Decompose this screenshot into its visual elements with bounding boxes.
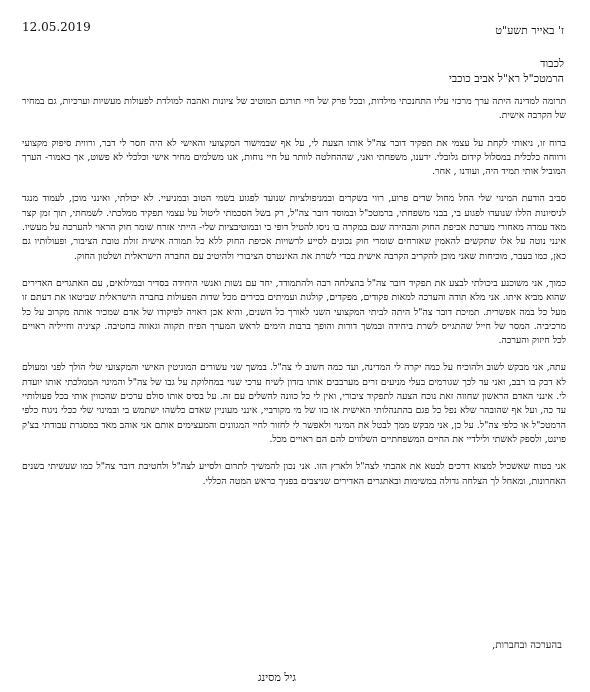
letter-date: 12.05.2019 <box>22 20 91 34</box>
paragraph-3: סביב הודעת המינוי שלי החל מחול שדים פרוע, רווי בשקרים ובמניפולציות שנועד לפגוע בשמי הטוב ובמניעיי. לא יכולתי, ואינני מוכן, לעמוד מנגד לניסיונות הללו שנועדו לפגוע בי, בבני משפחתי, ברמטכ"ל ובמוסד דובר צה"ל, רק בשל הסכמתי ליטול על עצמי תפקיד ממלכתי. לשמחתי, תוך זמן קצר מאד עמדה מאחורי מערכת אכיפת החוק והבהירה שגם במקרה בו ניסו להטיל דופי בי ובמוטיבציות שלי- הייתי אזרח שומר חוק הראוי להערכה על מעשיו. אינני נוטה על אלו שתקשים להאמין שאזרחים שומרי חוק נכונים לסייע לרשויות אכיפת החוק ללא כל תמורה אישית זולת טובת הציבור, ופעולותיו גם כאן, כמו בעבר, מוכיחות שאני מוכן להקריב הקרבה אישית בכדי לשרת את האינטרס הציבורי ולהיטיב עם החברה הישראלית ושלטון החוק. <box>22 193 566 262</box>
letter-body <box>22 95 566 502</box>
paragraph-2: ברוח זו, ניאותי לקחת על עצמי את תפקיד דובר צה"ל אותו הצעת לי, על אף שבמישור המקצועי והאישי לא היה חסר לי דבר, ורווית סיפוק מקצועי ורווחה כלכלית במסלול קידום גלובלי. ידענו, משפחתי ואני, שההחלטה לוותר על חיי נוחות, אנו משלמים מחיר אישי וכלכלי לא פשוט, אך כאמור- הערך המוביל אותי תמיד היה, ועודנו , אחר. <box>22 137 566 178</box>
signature-name: גיל מסינג <box>258 671 297 684</box>
paragraph-6: אני בטוח שאשכיל למצוא דרכים לבטא את אהבתי לצה"ל ולארץ הזו. אני נכון להמשיך לתרום ולסייע לצה"ל ולחטיבת דובר צה"ל כמו שעשיתי בשנים האחרונות, ומאחל לך הצלחה גדולה במשימות ובאתגרים האדירים שניצבים בפניך כראש המטה הכללי. <box>22 461 566 487</box>
paragraph-1: תרומה למדינה היתה ערך מרכזי עליו התחנכתי מילדות, ובכל פרק של חיי תורגם המוטיב של ציונות ואהבה למולדת לפעולות מעשיות וערכיות, גם במחיר של הקרבה אישית. <box>22 96 566 122</box>
closing-line: בהערכה ובחברות, <box>492 640 562 651</box>
paragraph-4: כמוך, אני משוכנע ביכולתי לבצע את תפקיד דובר צה"ל בהצלחה רבה ולהתמודד, יחד עם נשות ואנשי היחידה בסדיר ובמילואים, עם האתגרים האדירים שהוא מביא איתו. אני מלא תודה והערכה למאות פקודים, מפקדים, קולגות ועמיתים בכירים מכל שדות הפעולות בחברה הישראלית שביטאו את דעתם זו מעל כל במה אפשרית. תמיכת דובר צה"ל היתה לביתי המקצועי השני לאורך כל השנים, והיא אכן ראויה לפיקודו של אדם שמכיר אותה מקרוב על כל מרכיביה. המסר של חייל שהתגייס לשרת ביחידה ובמשך דורות והופך ברבות הימים לראש המערך הפיח תקווה וגאווה בחטיבה. קציניה וחייליה ראויים לכל חיזוק והערכה. <box>22 277 566 347</box>
paragraph-5: עתה, אני מבקש לשוב ולהוכיח על כמה יקרה לי המדינה, ועד כמה חשוב לי צה"ל. במשך שני עשורים המוניטין האישי והמקצועי שלי הולך לפני ומעולם לא דבק בו רבב, ואני עד לכך שגורמים בעלי מניעים זרים מערבבים אותו בזדון לשיח ערכי שנוי במחלוקת על גבו של צה"ל והמינוי הממלכתי אותו יועדת לי. אינני האדם הראשון שחווה זאת נוכח הצעה לתפקיד ציבורי, ואין לי כל כוונה להשלים עם זה. על בסיס אותו סולם ערכים שהכווין אותי בכל פעולותיי עד כה, ועל אף שהובהר שלא נפל כל פגם בהתנהלותי האישית או בזו של מי מקורביי, אינני מעוניין שאדם כלשהו ישתמש בי ובמינוי שלי ככלי ניגוח כלפי הרמטכ"ל או כלפי צה"ל. על כן, אני מבקש ממך לבטל את המינוי ולאפשר לי לחזור לחיי המגוונים והמעצימים אותם אני אוהב מאד במסגרת עבודתי בצ'ק פוינט, ולספק לאשתי ולילדיי את החיים המשפחתיים השלווים להם הם ראויים מכל. <box>22 362 566 445</box>
recipient-block <box>449 56 564 86</box>
recipient-line-to: לכבוד <box>540 57 564 70</box>
hebrew-date: ז' באייר תשע"ט <box>495 24 564 37</box>
recipient-line-name: הרמטכ"ל רא"ל אביב כוכבי <box>448 72 564 85</box>
